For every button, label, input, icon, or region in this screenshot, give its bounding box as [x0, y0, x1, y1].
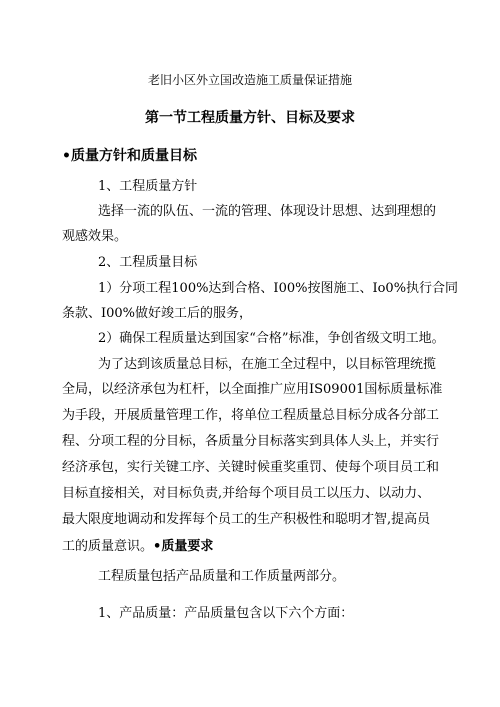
inline-heading-quality-requirements: •质量要求 [153, 539, 214, 554]
paragraph-line: 目标直接相关，对目标负责,并给每个项目员工以压力、以动力、 [62, 486, 431, 501]
paragraph-line: 1）分项工程100%达到合格、I00%按图施工、Io0%执行合同 [98, 281, 459, 296]
paragraph-line: 1、工程质量方针 [98, 179, 198, 194]
paragraph-line: 观感效果。 [62, 229, 128, 244]
paragraph-line: 2）确保工程质量达到国家“合格”标准，争创省级文明工地。 [98, 331, 445, 346]
paragraph-line: 全局，以经济承包为杠杆，以全面推广应用IS09001国标质量标准 [62, 382, 443, 397]
paragraph-line: 工程质量包括产品质量和工作质量两部分。 [98, 569, 346, 584]
paragraph-line: 为手段，开展质量管理工作，将单位工程质量总目标分成各分部工 [62, 408, 440, 423]
paragraph-line: 程、分项工程的分目标，各质量分目标落实到具体人头上，并实行 [62, 434, 440, 449]
paragraph-line: 最大限度地调动和发挥每个员工的生产积极性和聪明才智,提高员 [62, 512, 431, 527]
paragraph-line: 1、产品质量：产品质量包含以下六个方面： [98, 606, 354, 621]
paragraph-line: 选择一流的队伍、一流的管理、体现设计思想、达到理想的 [98, 204, 437, 219]
paragraph-line: 工的质量意识。 [62, 539, 154, 554]
paragraph-line: 2、工程质量目标 [98, 255, 198, 270]
paragraph-line: 为了达到该质量总目标，在施工全过程中，以目标管理统揽 [98, 357, 437, 372]
document-title: 老旧小区外立国改造施工质量保证措施 [147, 73, 352, 87]
paragraph-line: 条款、I00%做好竣工后的服务， [62, 306, 253, 321]
paragraph-line-with-heading [62, 539, 213, 555]
subheading-quality-policy: •质量方针和质量目标 [62, 148, 197, 164]
paragraph-line: 经济承包，实行关键工序、关键时候重奖重罚、使每个项目员工和 [62, 460, 440, 475]
section-heading: 第一节工程质量方针、目标及要求 [145, 110, 355, 126]
